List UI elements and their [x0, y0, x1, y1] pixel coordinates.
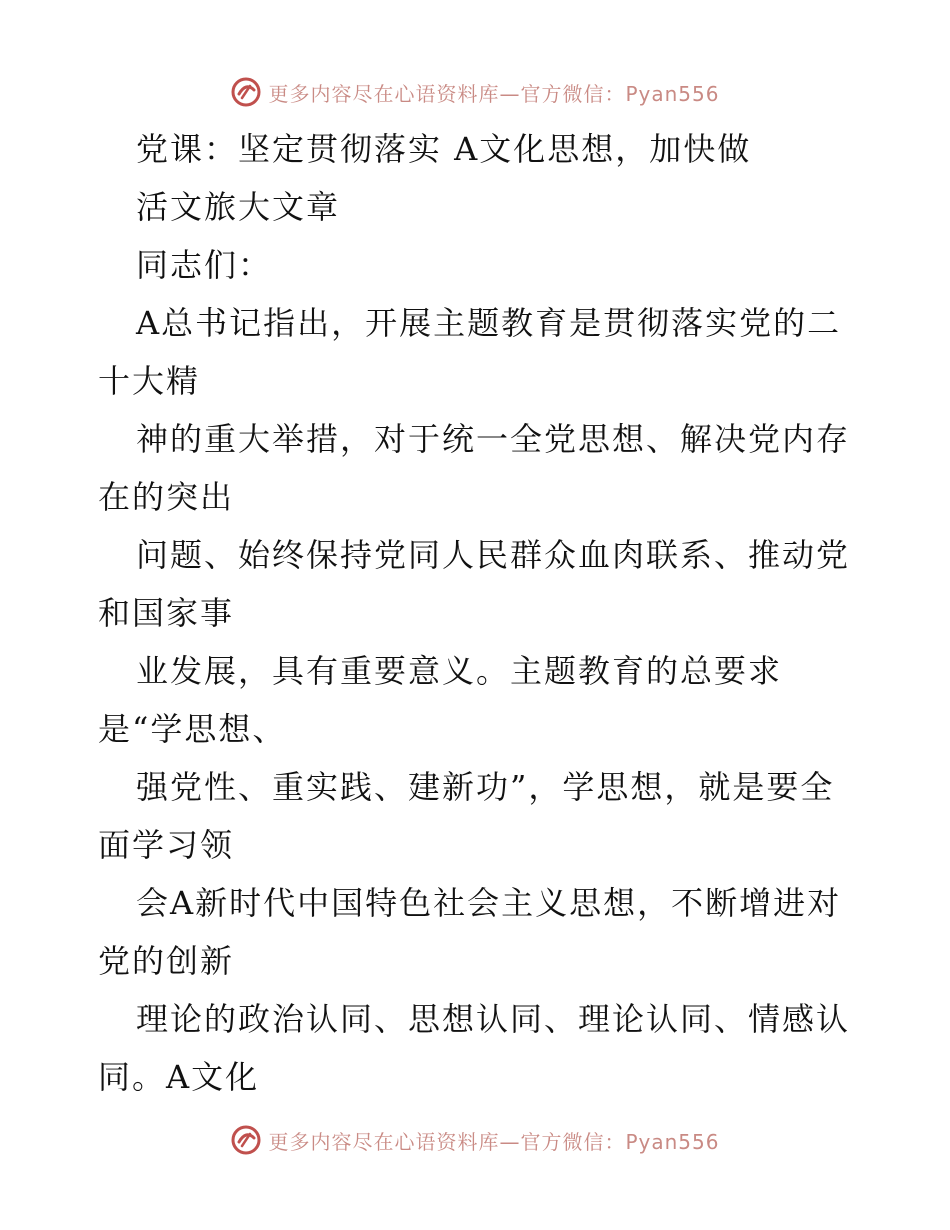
paragraph-line: 会A新时代中国特色社会主义思想，不断增进对 — [136, 884, 842, 922]
watermark-text: 更多内容尽在心语资料库—官方微信：Pyan556 — [268, 1129, 720, 1154]
watermark-text: 更多内容尽在心语资料库—官方微信：Pyan556 — [268, 81, 720, 106]
paragraph-line: 党课：坚定贯彻落实 A文化思想，加快做 — [136, 130, 752, 168]
paragraph-line: 十大精 — [98, 362, 201, 400]
paragraph-line: 神的重大举措，对于统一全党思想、解决党内存 — [136, 420, 851, 458]
paragraph-line: 同。A文化 — [98, 1058, 260, 1096]
paragraph-line: 在的突出 — [98, 478, 235, 516]
swirl-logo-icon — [230, 76, 262, 108]
paragraph-line: 同志们： — [136, 246, 273, 284]
paragraph-line: 问题、始终保持党同人民群众血肉联系、推动党 — [136, 536, 851, 574]
paragraph-line: 是“学思想、 — [98, 710, 287, 748]
swirl-logo-icon — [230, 1124, 262, 1156]
paragraph-line: 强党性、重实践、建新功”，学思想，就是要全 — [136, 768, 835, 806]
document-body — [98, 120, 858, 1106]
paragraph-line: 活文旅大文章 — [136, 188, 341, 226]
footer-watermark — [0, 1120, 950, 1160]
paragraph-line: 面学习领 — [98, 826, 235, 864]
paragraph-line: 党的创新 — [98, 942, 235, 980]
paragraph-line: 和国家事 — [98, 594, 235, 632]
paragraph-line: 业发展，具有重要意义。主题教育的总要求 — [136, 652, 783, 690]
paragraph-line: A总书记指出，开展主题教育是贯彻落实党的二 — [136, 304, 842, 342]
header-watermark — [0, 72, 950, 112]
paragraph-line: 理论的政治认同、思想认同、理论认同、情感认 — [136, 1000, 851, 1038]
